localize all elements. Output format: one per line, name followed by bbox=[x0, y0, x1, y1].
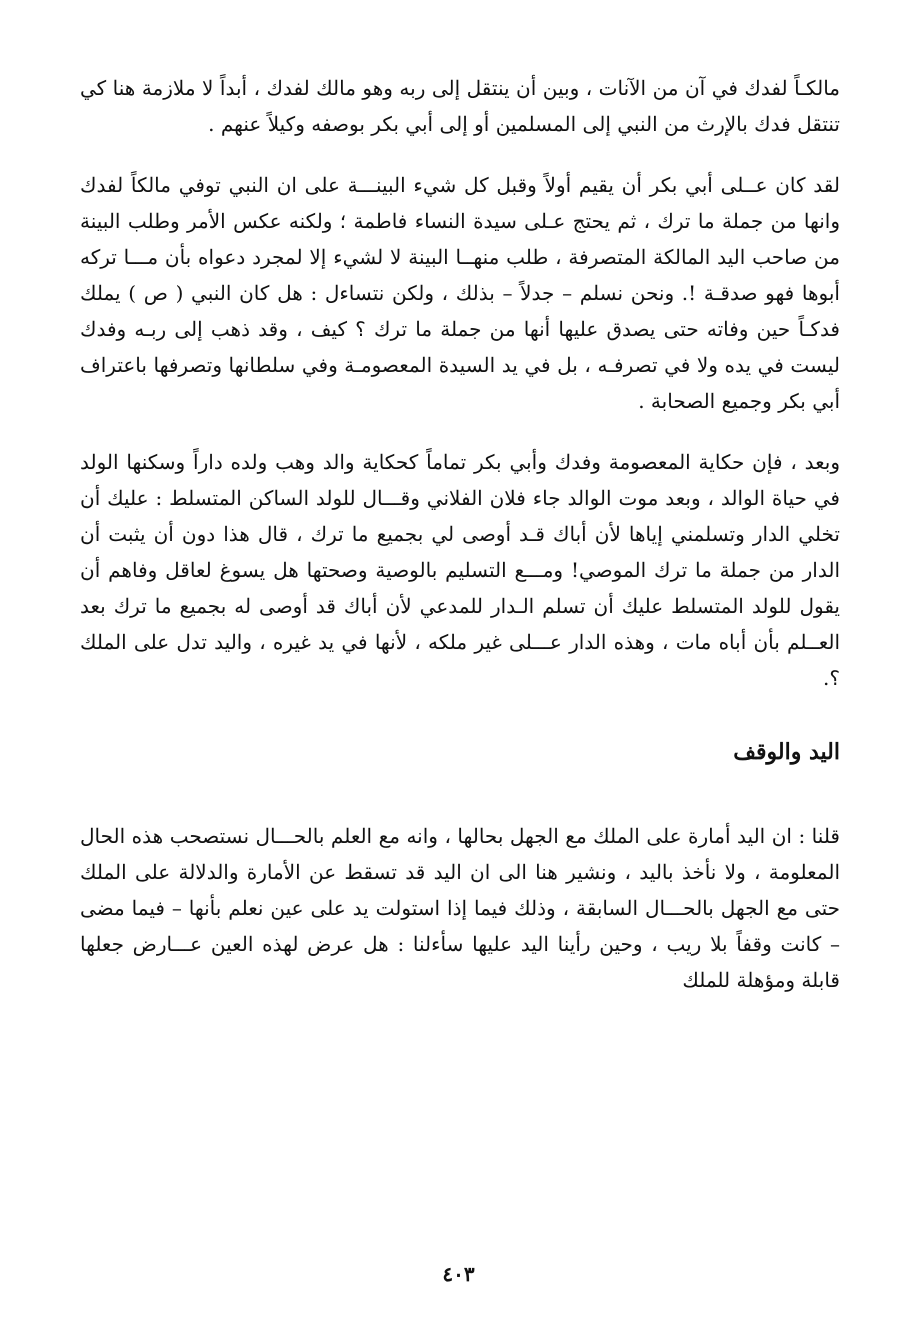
paragraph-1: مالكـاً لفدك في آن من الآنات ، وبين أن ينتقل إلى ربه وهو مالك لفدك ، أبداً لا ملازمة هنا كي تنتقل فدك بالإرث من النبي إلى المسلمين أو إلى أبي بكر بوصفه وكيلاً عنهم . bbox=[80, 76, 840, 136]
paragraph-2: لقد كان عــلى أبي بكر أن يقيم أولاً وقبل كل شيء البينـــة على ان النبي توفي مالكاً لفدك وانها من جملة ما ترك ، ثم يحتج عـلى سيدة النساء فاطمة ؛ ولكنه عكس الأمر وطلب البينة من صاحب اليد المالكة المتصرفة ، طلب منهــا البينة لا لشيء إلا لمجرد دعواه بأن مـــا تركه أبوها فهو صدقـة !. ونحن نسلم – جدلاً – بذلك ، ولكن نتساءل : هل كان النبي ( ص ) يملك فدكـاً حين وفاته حتى يصدق عليها أنها من جملة ما ترك ؟ كيف ، وقد ذهب إلى ربـه وفدك ليست في يده ولا في تصرفـه ، بل في يد السيدة المعصومـة وفي سلطانها وتصرفها باعتراف أبي بكر وجميع الصحابة . bbox=[80, 173, 840, 413]
page-body bbox=[80, 70, 840, 998]
paragraph-3: وبعد ، فإن حكاية المعصومة وفدك وأبي بكر تماماً كحكاية والد وهب ولده داراً وسكنها الولد في حياة الوالد ، وبعد موت الوالد جاء فلان الفلاني وقـــال للولد الساكن المتسلط : عليك أن تخلي الدار وتسلمني إياها لأن أباك قـد أوصى لي بجميع ما ترك ، قال هذا دون أن يثبت أن الدار من جملة ما ترك الموصي! ومـــع التسليم بالوصية وصحتها هل يسوغ لعاقل وفاهم أن يقول للولد المتسلط عليك أن تسلم الـدار للمدعي لأن أباك قد أوصى له بجميع ما ترك بعد العــلم بأن أباه مات ، وهذه الدار عـــلى غير ملكه ، لأنها في يد غيره ، واليد تدل على الملك ؟. bbox=[80, 450, 840, 690]
page-number: ٤٠٣ bbox=[442, 1262, 475, 1286]
section-heading: اليد والوقف bbox=[733, 739, 840, 765]
paragraph-4: قلنا : ان اليد أمارة على الملك مع الجهل بحالها ، وانه مع العلم بالحـــال نستصحب هذه الحال المعلومة ، ولا نأخذ باليد ، ونشير هنا الى ان اليد قد تسقط عن الأمارة والدلالة على الملك حتى مع الجهل بالحـــال السابقة ، وذلك فيما إذا استولت يد على عين نعلم بأنها – فيما مضى – كانت وقفاً بلا ريب ، وحين رأينا اليد عليها سأءلنا : هل عرض لهذه العين عـــارض جعلها قابلة ومؤهلة للملك bbox=[80, 824, 840, 992]
